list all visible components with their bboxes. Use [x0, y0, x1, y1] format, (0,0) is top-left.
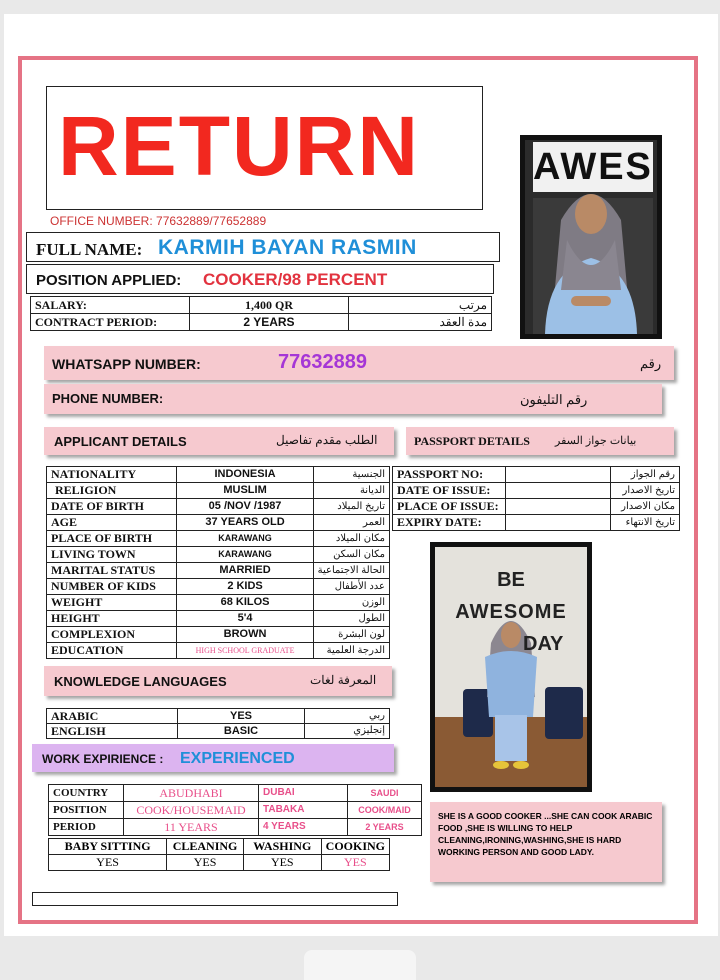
detail-ar: الديانة [313, 483, 389, 499]
detail-ar: الجنسية [313, 467, 389, 483]
passport-ar: تاريخ الانتهاء [611, 515, 680, 531]
detail-ar: الطول [313, 611, 389, 627]
applicant-full-body-photo [430, 542, 592, 792]
language-label: ARABIC [47, 709, 178, 724]
table-row [49, 785, 422, 802]
full-name-label: FULL NAME: [36, 240, 143, 259]
work-position-value: COOK/HOUSEMAID [124, 802, 259, 819]
passport-value [506, 515, 611, 531]
wall-text-be: BE [497, 569, 525, 591]
skill-label: WASHING [243, 839, 321, 855]
detail-value: MUSLIM [177, 483, 313, 499]
phone-ar: رقم التليفون [520, 392, 588, 407]
skill-label: COOKING [321, 839, 389, 855]
bottom-scroll-tab[interactable] [304, 950, 416, 980]
work-position-label: POSITION [49, 802, 124, 819]
full-name-value: KARMIH BAYAN RASMIN [158, 236, 417, 259]
detail-ar: لون البشرة [313, 627, 389, 643]
work-period-label: PERIOD [49, 819, 124, 836]
passport-label: PLACE OF ISSUE: [393, 499, 506, 515]
applicant-details-table [46, 466, 390, 659]
detail-label: RELIGION [47, 483, 177, 499]
office-number-value: 77632889/77652889 [156, 214, 267, 228]
work-experience-value: EXPERIENCED [180, 750, 295, 767]
table-row [47, 627, 390, 643]
table-row [47, 547, 390, 563]
detail-label: NUMBER OF KIDS [47, 579, 177, 595]
salary-table [30, 296, 492, 331]
table-row [47, 643, 390, 659]
passport-value [506, 467, 611, 483]
work-position-value: TABAKA [259, 802, 348, 819]
salary-ar: مرتب [349, 297, 492, 314]
language-label: ENGLISH [47, 724, 178, 739]
detail-value: BROWN [177, 627, 313, 643]
detail-ar: مكان الميلاد [313, 531, 389, 547]
detail-value: HIGH SCHOOL GRADUATE [177, 643, 313, 659]
skill-label: BABY SITTING [49, 839, 167, 855]
detail-label: EDUCATION [47, 643, 177, 659]
detail-ar: مكان السكن [313, 547, 389, 563]
table-row [393, 499, 680, 515]
table-row [393, 467, 680, 483]
applicant-portrait-photo [520, 135, 662, 339]
work-country-label: COUNTRY [49, 785, 124, 802]
applicant-note: SHE IS A GOOD COOKER ...SHE CAN COOK ARABIC FOOD ,SHE IS WILLING TO HELP CLEANING,IRONING,WASHING,SHE IS HARD WORKING PERSON AND GOOD LADY. [430, 802, 662, 882]
detail-value: INDONESIA [177, 467, 313, 483]
work-experience-label: WORK EXPIRIENCE : [42, 752, 164, 766]
work-history-table [48, 784, 422, 836]
table-row [393, 483, 680, 499]
passport-label: DATE OF ISSUE: [393, 483, 506, 499]
skill-value: YES [243, 855, 321, 871]
table-row [47, 563, 390, 579]
table-row [47, 709, 390, 724]
detail-value: 5'4 [177, 611, 313, 627]
passport-ar: مكان الاصدار [611, 499, 680, 515]
bottom-empty-box [32, 892, 398, 906]
detail-value: MARRIED [177, 563, 313, 579]
detail-value: 2 KIDS [177, 579, 313, 595]
detail-ar: عدد الأطفال [313, 579, 389, 595]
table-row [47, 595, 390, 611]
table-row [49, 855, 390, 871]
language-ar: ربي [305, 709, 390, 724]
contract-label: CONTRACT PERIOD: [31, 314, 190, 331]
work-period-value: 2 YEARS [348, 819, 422, 836]
work-period-value: 11 YEARS [124, 819, 259, 836]
passport-label: EXPIRY DATE: [393, 515, 506, 531]
skill-label: CLEANING [167, 839, 244, 855]
table-row [47, 531, 390, 547]
passport-details-label: PASSPORT DETAILS [414, 434, 530, 448]
table-row [47, 467, 390, 483]
whatsapp-label: WHATSAPP NUMBER: [52, 356, 201, 372]
salary-row [31, 297, 492, 314]
salary-label: SALARY: [31, 297, 190, 314]
detail-label: PLACE OF BIRTH [47, 531, 177, 547]
work-country-value: DUBAI [259, 785, 348, 802]
table-row [393, 515, 680, 531]
detail-value: KARAWANG [177, 547, 313, 563]
detail-label: NATIONALITY [47, 467, 177, 483]
wall-text-day: DAY [523, 633, 564, 655]
passport-table [392, 466, 680, 531]
skills-table [48, 838, 390, 871]
languages-table [46, 708, 390, 739]
table-row [47, 499, 390, 515]
passport-label: PASSPORT NO: [393, 467, 506, 483]
portrait-wall-text: AWES [533, 146, 653, 188]
detail-value: 37 YEARS OLD [177, 515, 313, 531]
office-number-label: OFFICE NUMBER: [50, 214, 153, 228]
detail-label: AGE [47, 515, 177, 531]
table-row [49, 819, 422, 836]
passport-ar: تاريخ الاصدار [611, 483, 680, 499]
knowledge-languages-ar: المعرفة لغات [310, 673, 377, 687]
knowledge-languages-label: KNOWLEDGE LANGUAGES [54, 674, 227, 689]
table-row [47, 483, 390, 499]
work-country-value: SAUDI [348, 785, 422, 802]
detail-label: LIVING TOWN [47, 547, 177, 563]
wall-text-awesome: AWESOME [455, 601, 567, 623]
detail-value: KARAWANG [177, 531, 313, 547]
whatsapp-value: 77632889 [278, 351, 367, 373]
office-number [50, 214, 266, 228]
table-row [49, 839, 390, 855]
phone-label: PHONE NUMBER: [52, 391, 164, 406]
return-title: RETURN [58, 99, 420, 193]
contract-row [31, 314, 492, 331]
detail-label: WEIGHT [47, 595, 177, 611]
passport-value [506, 483, 611, 499]
table-row [47, 611, 390, 627]
detail-ar: الوزن [313, 595, 389, 611]
passport-ar: رقم الجواز [611, 467, 680, 483]
detail-ar: الحالة الاجتماعية [313, 563, 389, 579]
work-position-value: COOK/MAID [348, 802, 422, 819]
detail-label: COMPLEXION [47, 627, 177, 643]
detail-ar: الدرجة العلمية [313, 643, 389, 659]
detail-label: HEIGHT [47, 611, 177, 627]
detail-value: 68 KILOS [177, 595, 313, 611]
skill-value: YES [167, 855, 244, 871]
detail-label: DATE OF BIRTH [47, 499, 177, 515]
table-row [47, 579, 390, 595]
skill-value: YES [321, 855, 389, 871]
detail-ar: العمر [313, 515, 389, 531]
language-value: YES [178, 709, 305, 724]
work-period-value: 4 YEARS [259, 819, 348, 836]
contract-ar: مدة العقد [349, 314, 492, 331]
passport-details-ar: بيانات جواز السفر [555, 435, 637, 447]
applicant-details-ar: الطلب مقدم تفاصيل [276, 433, 378, 447]
applicant-details-label: APPLICANT DETAILS [54, 434, 187, 449]
passport-value [506, 499, 611, 515]
position-label: POSITION APPLIED: [36, 272, 182, 289]
skill-value: YES [49, 855, 167, 871]
table-row [49, 802, 422, 819]
table-row [47, 724, 390, 739]
detail-value: 05 /NOV /1987 [177, 499, 313, 515]
language-ar: إنجليزي [305, 724, 390, 739]
work-country-value: ABUDHABI [124, 785, 259, 802]
language-value: BASIC [178, 724, 305, 739]
salary-value: 1,400 QR [190, 297, 349, 314]
detail-ar: تاريخ الميلاد [313, 499, 389, 515]
position-value: COOKER/98 PERCENT [203, 270, 388, 289]
contract-value: 2 YEARS [190, 314, 349, 331]
table-row [47, 515, 390, 531]
whatsapp-ar: رقم [640, 356, 662, 371]
detail-label: MARITAL STATUS [47, 563, 177, 579]
